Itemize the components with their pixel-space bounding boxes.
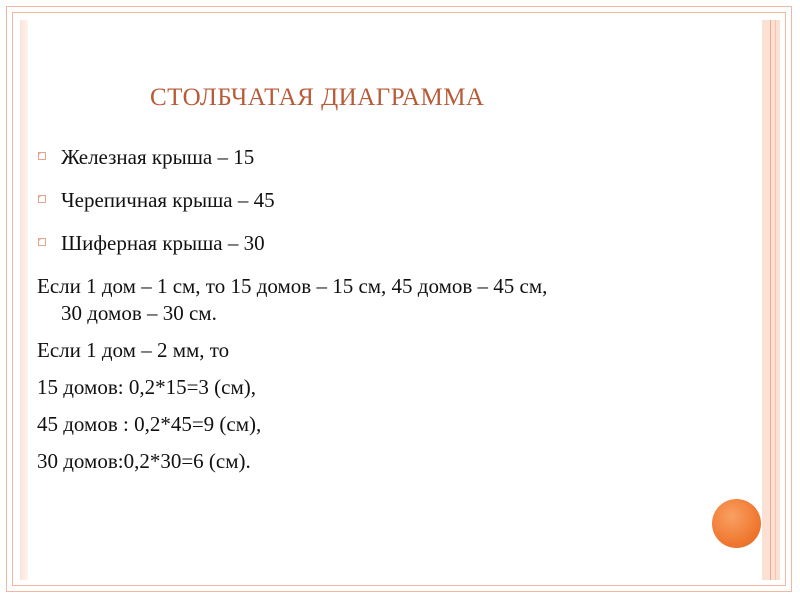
hollow-square-bullet-icon xyxy=(37,237,48,248)
scale-paragraph-cm-line-1: Если 1 дом – 1 см, то 15 домов – 15 см, 45 домов – 45 см, xyxy=(37,274,548,298)
slide-title: СТОЛБЧАТАЯ ДИАГРАММА xyxy=(150,84,485,111)
bullet-text: Черепичная крыша – 45 xyxy=(61,188,275,212)
hollow-square-bullet-icon xyxy=(37,194,48,205)
orange-circle-decoration xyxy=(712,499,761,548)
bullet-text: Железная крыша – 15 xyxy=(61,145,255,169)
calc-line-30: 30 домов:0,2*30=6 (см). xyxy=(37,449,251,473)
right-decorative-band xyxy=(762,20,780,580)
slide-content xyxy=(37,144,737,485)
scale-paragraph-mm: Если 1 дом – 2 мм, то xyxy=(37,338,230,362)
bullet-text: Шиферная крыша – 30 xyxy=(61,231,265,255)
bullet-item-iron-roof xyxy=(37,144,737,171)
bullet-item-slate-roof xyxy=(37,230,737,257)
right-band-line xyxy=(770,20,771,580)
calc-line-15: 15 домов: 0,2*15=3 (см), xyxy=(37,375,257,399)
calc-line-45: 45 домов : 0,2*45=9 (см), xyxy=(37,412,262,436)
bullet-item-tile-roof xyxy=(37,187,737,214)
hollow-square-bullet-icon xyxy=(37,151,48,162)
scale-paragraph-cm-line-2: 30 домов – 30 см. xyxy=(61,301,217,325)
right-band-line-secondary xyxy=(775,20,776,580)
scale-paragraph-cm xyxy=(37,273,737,327)
left-decorative-band xyxy=(20,20,28,580)
